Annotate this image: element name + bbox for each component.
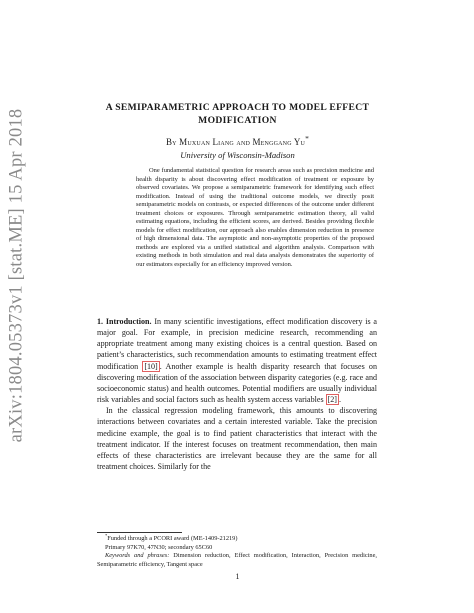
keywords-label: Keywords and phrases: xyxy=(105,552,170,560)
arxiv-identifier-stamp xyxy=(3,40,31,510)
funding-footnote-mark: * xyxy=(105,532,108,538)
introduction-paragraph-2: In the classical regression modeling framework, this amounts to discovering interactions between covariates and a certain interested variable. Take the precision medicine example, the goal is to find patient characteristics that interact with the treatment indicator. If the interest focuses on treatment recommendation, then main effects of these characteristics are irrelevant because they are the same for all treatment choices. Similarly for the xyxy=(97,406,377,472)
intro-text-part-2: . Another example is health disparity research that focuses on discovering modification of the association between disparity categories (e.g. race and socioeconomic status) and health outcomes. Potential modifiers are usually individual risk variables and social factors such as health system access variables xyxy=(97,361,377,405)
author-affiliation: University of Wisconsin-Madison xyxy=(180,150,295,160)
abstract: One fundamental statistical question for research areas such as precision medicine and health disparity is about discovering effect modification of treatment or exposure by observed covariates. We propose a semiparametric framework for identifying such effect modification. Instead of using the traditional outcome models, we directly posit semiparametric models on contrasts, or expected differences of the outcome under different treatment choices or exposures. Through semiparametric estimation theory, all valid estimating equations, including the efficient scores, are derived. Besides providing flexible models for effect modification, our approach also enables dimension reduction in presence of high dimensional data. The asymptotic and non-asymptotic properties of the proposed methods are explored via a unified statistical and algorithm analysis. Comparison with existing methods in both simulation and real data analysis demonstrates the superiority of our estimators especially for an efficiency improved version. xyxy=(136,167,374,269)
paper-title xyxy=(60,102,415,127)
citation-link-10[interactable]: [10] xyxy=(144,361,158,371)
intro-text-part-3: . xyxy=(338,395,341,405)
funding-text: Funded through a PCORI award (ME-1409-21219) xyxy=(107,535,238,542)
intro-text-part-1: In many scientific investigations, effect modification discovery is a major goal. For example, in precision medicine research, recommending an appropriate treatment among many existing choices is a central question. Based on patient’s characteristics, such recommendation amounts to estimating treatment effect modification xyxy=(97,317,378,371)
page-number: 1 xyxy=(235,572,240,581)
author-names: Muxuan Liang and Menggang Yu xyxy=(179,137,306,147)
arxiv-identifier-text: arXiv:1804.05373v1 [stat.ME] 15 Apr 2018 xyxy=(6,108,27,442)
classification-footnote: Primary 97K70, 47N30; secondary 65C60 xyxy=(105,543,213,551)
paper-title-line-2: MODIFICATION xyxy=(198,114,277,126)
paper-authors xyxy=(60,134,415,147)
author-footnote-mark: * xyxy=(305,134,310,143)
keywords-text: Dimension reduction, Effect modification, Interaction, Precision medicine, Semiparametric efficiency, Tangent space xyxy=(97,552,378,568)
authors-prefix: By xyxy=(165,137,177,147)
section-heading: 1. Introduction. xyxy=(97,317,152,326)
footnote-divider xyxy=(97,532,182,533)
paper-title-line-1: A SEMIPARAMETRIC APPROACH TO MODEL EFFECT xyxy=(105,102,370,113)
keywords-footnote xyxy=(97,552,377,569)
funding-footnote xyxy=(97,532,377,544)
introduction-section xyxy=(97,316,377,472)
footnotes xyxy=(97,532,378,569)
citation-link-2[interactable]: [2] xyxy=(327,395,337,405)
introduction-paragraph-1 xyxy=(97,316,377,405)
